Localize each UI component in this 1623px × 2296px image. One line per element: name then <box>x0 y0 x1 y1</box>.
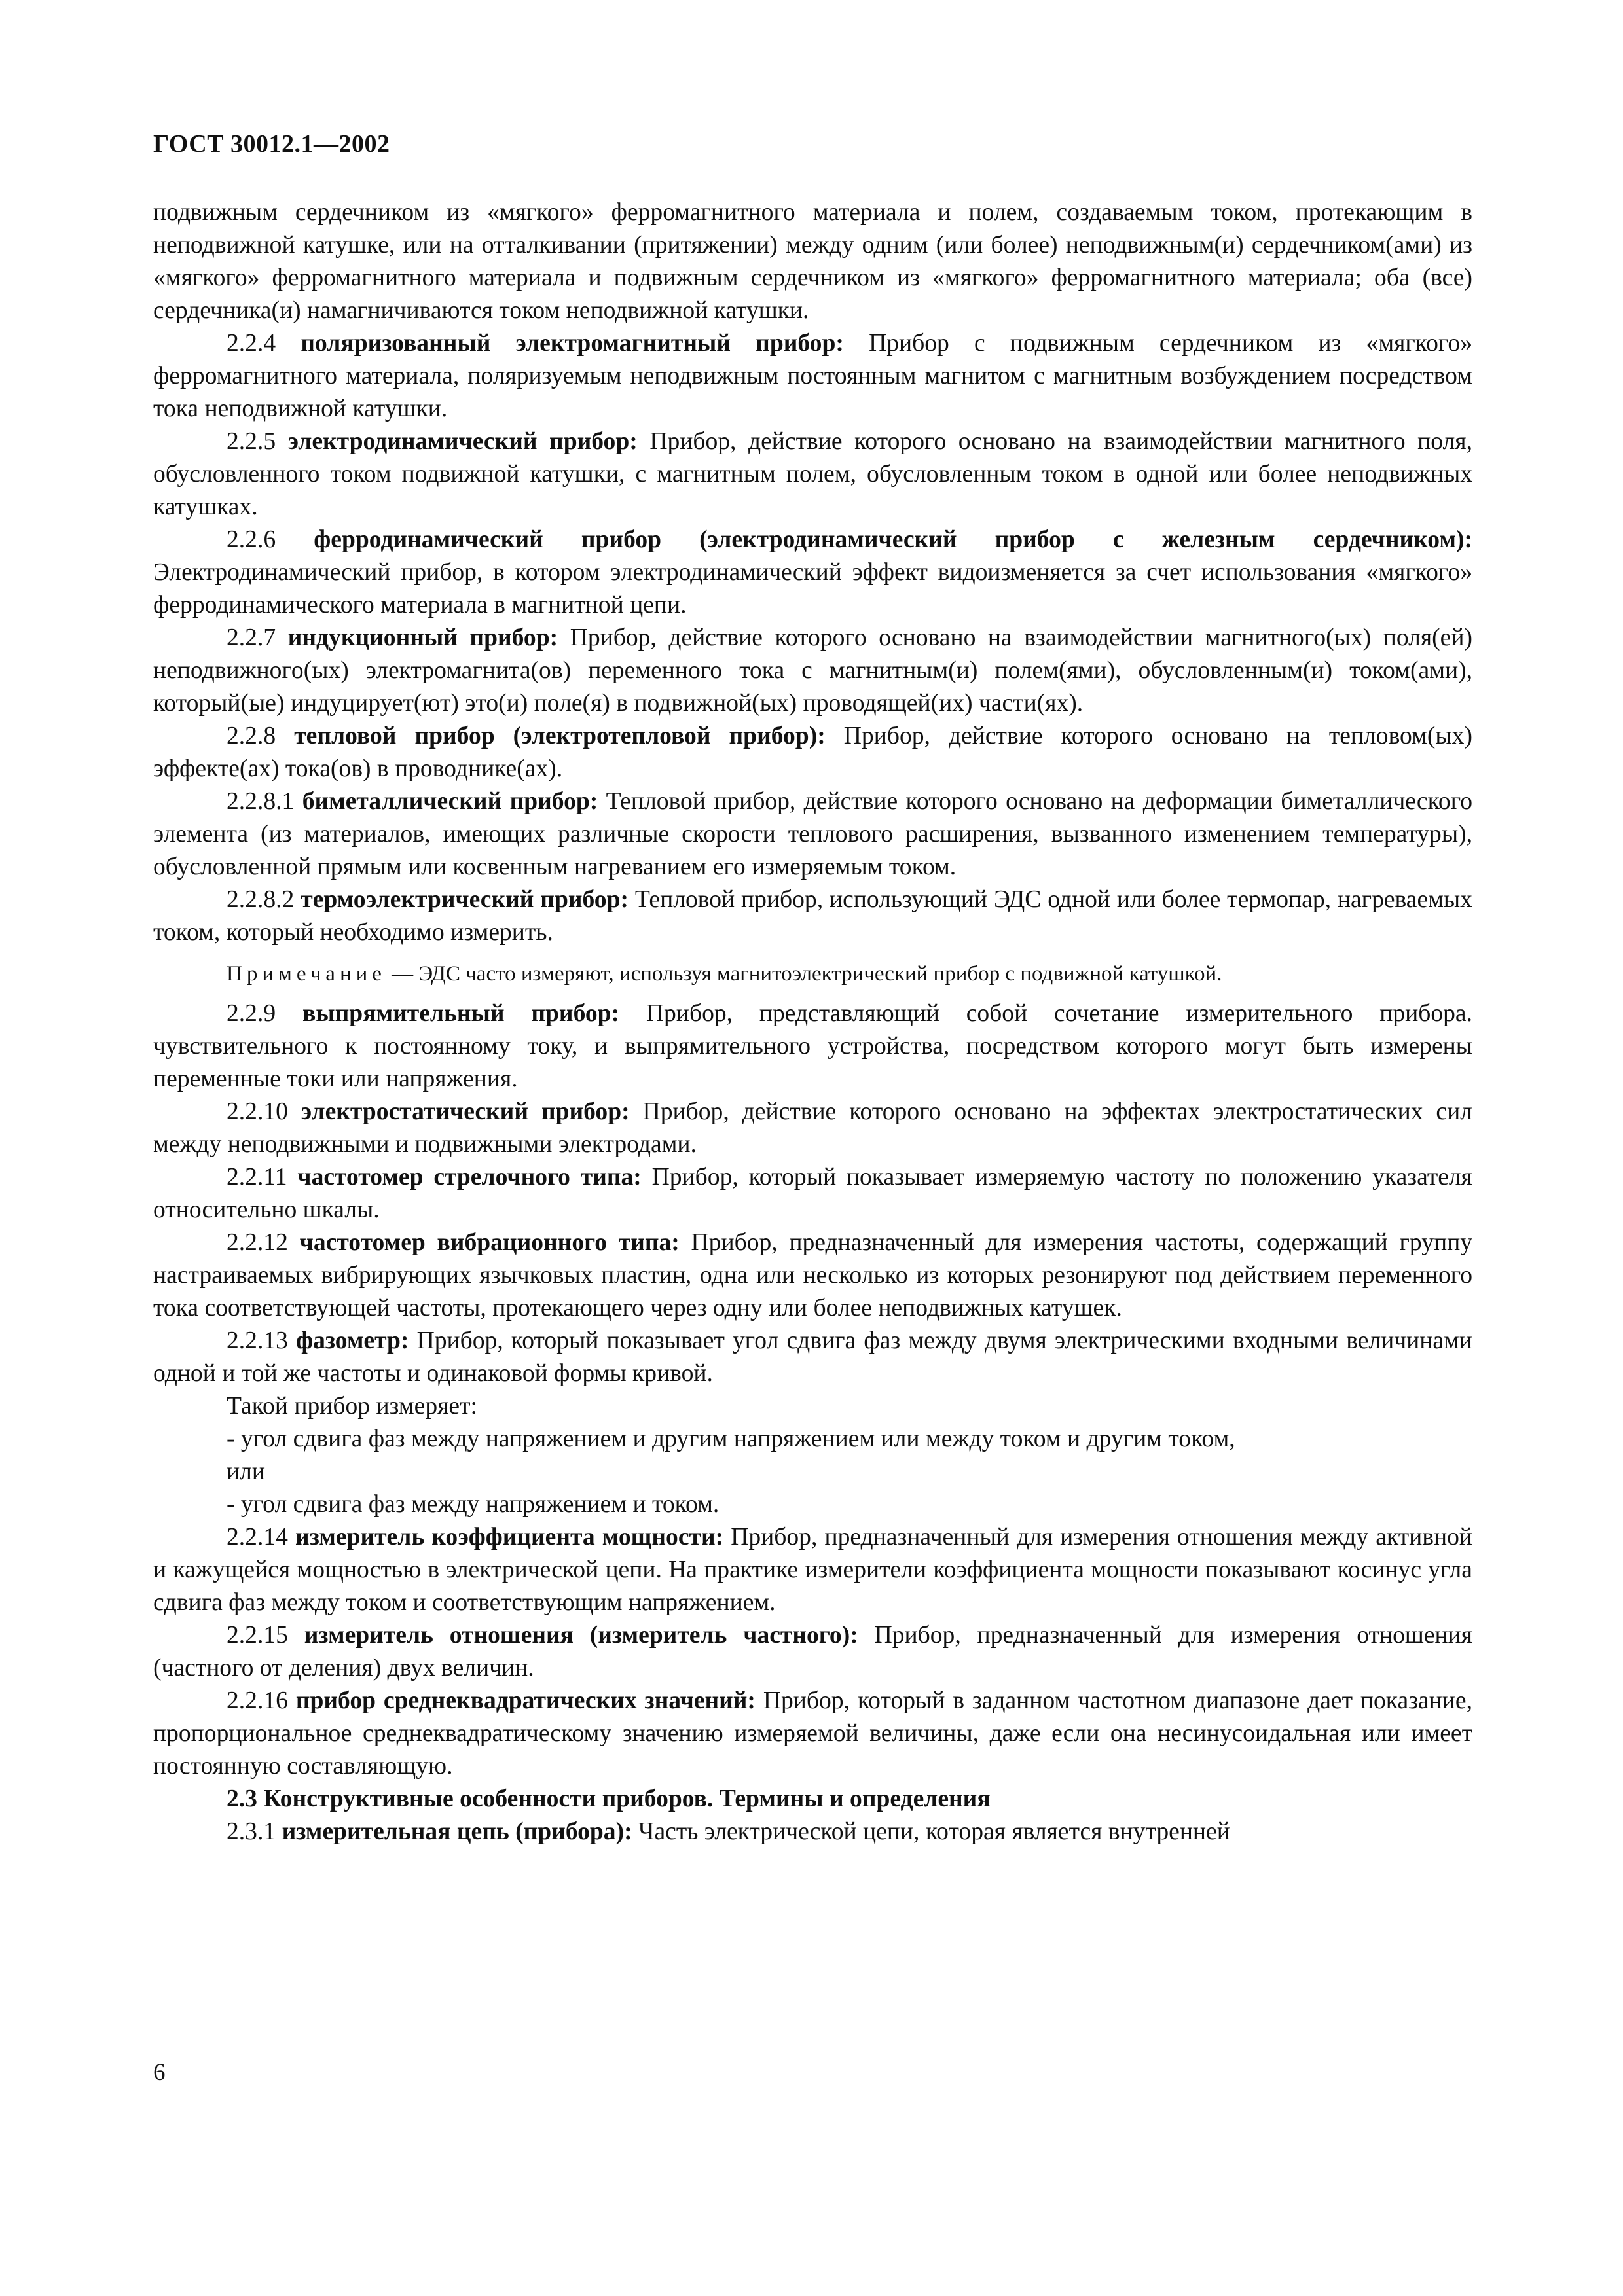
document-body <box>153 196 1472 1848</box>
phase-list-item: - угол сдвига фаз между напряжением и током. <box>227 1491 720 1518</box>
paragraph-2-2-9 <box>153 997 1472 1096</box>
paragraph-text: Прибор, предназначенный для измерения частоты, содержащий группу настраиваемых вибрирующих язычковых пластин, одна или несколько из которых резонируют под действием переменного тока соответствующей частоты, протекающего через одну или более неподвижных катушек. <box>153 1229 1472 1321</box>
paragraph-number: 2.2.10 <box>227 1098 288 1125</box>
paragraph-number: 2.2.8 <box>227 723 276 749</box>
paragraph-text: Прибор, действие которого основано на тепловом(ых) эффекте(ах) тока(ов) в проводнике(ах). <box>153 723 1472 782</box>
paragraph-text: Тепловой прибор, использующий ЭДС одной или более термопар, нагреваемых током, который необходимо измерить. <box>153 886 1472 946</box>
term: индукционный прибор: <box>287 624 558 651</box>
paragraph-number: 2.2.8.2 <box>227 886 295 913</box>
paragraph-text: Прибор, предназначенный для измерения отношения между активной и кажущейся мощностью в электрической цепи. На практике измерители коэффициента мощности показывают косинус угла сдвига фаз между током и соответствующим напряжением. <box>153 1524 1472 1616</box>
phase-list-item: - угол сдвига фаз между напряжением и другим напряжением или между током и другим током, <box>227 1426 1235 1452</box>
document-header: ГОСТ 30012.1—2002 <box>153 130 390 158</box>
term: выпрямительный прибор: <box>302 1000 620 1027</box>
paragraph-2-2-16 <box>153 1685 1472 1783</box>
paragraph-text: Прибор, предназначенный для измерения отношения (частного от деления) двух величин. <box>153 1622 1473 1681</box>
paragraph-2-2-5 <box>153 425 1472 524</box>
paragraph-2-2-4 <box>153 327 1472 425</box>
paragraph-text: Прибор, который показывает угол сдвига фаз между двумя электрическими входными величинами одной и той же частоты и одинаковой формы кривой. <box>153 1327 1472 1387</box>
section-heading: 2.3 Конструктивные особенности приборов. Термины и определения <box>227 1785 991 1812</box>
paragraph-2-2-6 <box>153 524 1472 622</box>
paragraph-2-2-12 <box>153 1227 1472 1325</box>
note-text: — ЭДС часто измеряют, используя магнитоэлектрический прибор с подвижной катушкой. <box>392 962 1222 986</box>
paragraph-number: 2.2.6 <box>227 526 276 553</box>
paragraph-2-2-11 <box>153 1161 1472 1227</box>
paragraph-2-2-8 <box>153 720 1472 785</box>
paragraph-number: 2.2.12 <box>227 1229 288 1256</box>
term: частотомер вибрационного типа: <box>299 1229 680 1256</box>
paragraph-2-2-15 <box>153 1619 1472 1685</box>
term: измеритель отношения (измеритель частного): <box>304 1622 858 1649</box>
term: прибор среднеквадратических значений: <box>295 1687 756 1714</box>
paragraph-text: Прибор, который показывает измеряемую частоту по положению указателя относительно шкалы. <box>153 1164 1472 1223</box>
phase-list-item-continuation: или <box>227 1458 265 1485</box>
paragraph-text: Прибор, представляющий собой сочетание измерительного прибора. чувствительного к постоянному току, и выпрямительного устройства, посредством которого могут быть измерены переменные токи или напряжения. <box>153 1000 1472 1092</box>
note-label: Примечание <box>227 962 386 986</box>
paragraph-text: Прибор, действие которого основано на взаимодействии магнитного(ых) поля(ей) неподвижного(ых) электромагнита(ов) переменного тока с магнитным(и) полем(ями), обусловленным(и) током(ами), который(ые) индуцирует(ют) это(и) поле(я) в подвижной(ых) проводящей(их) части(ях). <box>153 624 1472 717</box>
paragraph-2-2-7 <box>153 622 1472 720</box>
paragraph-number: 2.2.9 <box>227 1000 276 1027</box>
term: частотомер стрелочного типа: <box>297 1164 642 1191</box>
term: ферродинамический прибор (электродинамический прибор с железным сердечником): <box>314 526 1472 553</box>
note <box>153 958 1472 990</box>
paragraph-number: 2.2.14 <box>227 1524 288 1551</box>
paragraph-text: Прибор, действие которого основано на взаимодействии магнитного поля, обусловленного током подвижной катушки, с магнитным полем, обусловленным током в одной или более неподвижных катушках. <box>153 428 1472 520</box>
phase-list-intro: Такой прибор измеряет: <box>227 1393 477 1420</box>
paragraph-number: 2.2.11 <box>227 1164 287 1191</box>
term: электродинамический прибор: <box>287 428 638 455</box>
paragraph-number: 2.2.4 <box>227 330 276 357</box>
paragraph-continuation <box>153 196 1472 327</box>
paragraph-number: 2.2.16 <box>227 1687 288 1714</box>
paragraph-number: 2.2.13 <box>227 1327 288 1354</box>
term: измерительная цепь (прибора): <box>282 1818 632 1845</box>
paragraph-number: 2.3.1 <box>227 1818 276 1845</box>
paragraph-2-2-10 <box>153 1096 1472 1161</box>
paragraph-text: подвижным сердечником из «мягкого» ферромагнитного материала и полем, создаваемым током, протекающим в неподвижной катушке, или на отталкивании (притяжении) между одним (или более) неподвижным(и) сердечником(ами) из «мягкого» ферромагнитного материала и подвижным сердечником из «мягкого» ферромагнитного материала; оба (все) сердечника(и) намагничиваются током неподвижной катушки. <box>153 199 1472 324</box>
paragraph-number: 2.2.7 <box>227 624 276 651</box>
paragraph-2-2-13 <box>153 1325 1472 1390</box>
paragraph-text: Прибор, действие которого основано на эффектах электростатических сил между неподвижными и подвижными электродами. <box>153 1098 1472 1158</box>
term: измеритель коэффициента мощности: <box>295 1524 724 1551</box>
term: биметаллический прибор: <box>302 788 598 815</box>
term: фазометр: <box>296 1327 409 1354</box>
term: тепловой прибор (электротепловой прибор): <box>294 723 826 749</box>
paragraph-2-2-8-1 <box>153 785 1472 884</box>
paragraph-2-2-14 <box>153 1521 1472 1619</box>
paragraph-text: Тепловой прибор, действие которого основано на деформации биметаллического элемента (из материалов, имеющих различные скорости теплового расширения, вызванного изменением температуры), обусловленной прямым или косвенным нагреванием его измеряемым током. <box>153 788 1472 880</box>
page-number: 6 <box>153 2059 166 2086</box>
paragraph-text: Прибор, который в заданном частотном диапазоне дает показание, пропорциональное среднеквадратическому значению измеряемой величины, даже если она несинусоидальная или имеет постоянную составляющую. <box>153 1687 1472 1780</box>
paragraph-text: Часть электрической цепи, которая является внутренней <box>638 1818 1230 1845</box>
paragraph-number: 2.2.15 <box>227 1622 288 1649</box>
paragraph-text: Прибор с подвижным сердечником из «мягкого» ферромагнитного материала, поляризуемым неподвижным постоянным магнитом с магнитным возбуждением посредством тока неподвижной катушки. <box>153 330 1472 422</box>
term: термоэлектрический прибор: <box>301 886 629 913</box>
paragraph-number: 2.2.8.1 <box>227 788 295 815</box>
paragraph-number: 2.2.5 <box>227 428 276 455</box>
term: поляризованный электромагнитный прибор: <box>301 330 844 357</box>
paragraph-text: Электродинамический прибор, в котором электродинамический эффект видоизменяется за счет использования «мягкого» ферродинамического материала в магнитной цепи. <box>153 559 1472 619</box>
term: электростатический прибор: <box>301 1098 630 1125</box>
paragraph-2-3-1 <box>153 1816 1472 1848</box>
paragraph-2-2-8-2 <box>153 884 1472 949</box>
